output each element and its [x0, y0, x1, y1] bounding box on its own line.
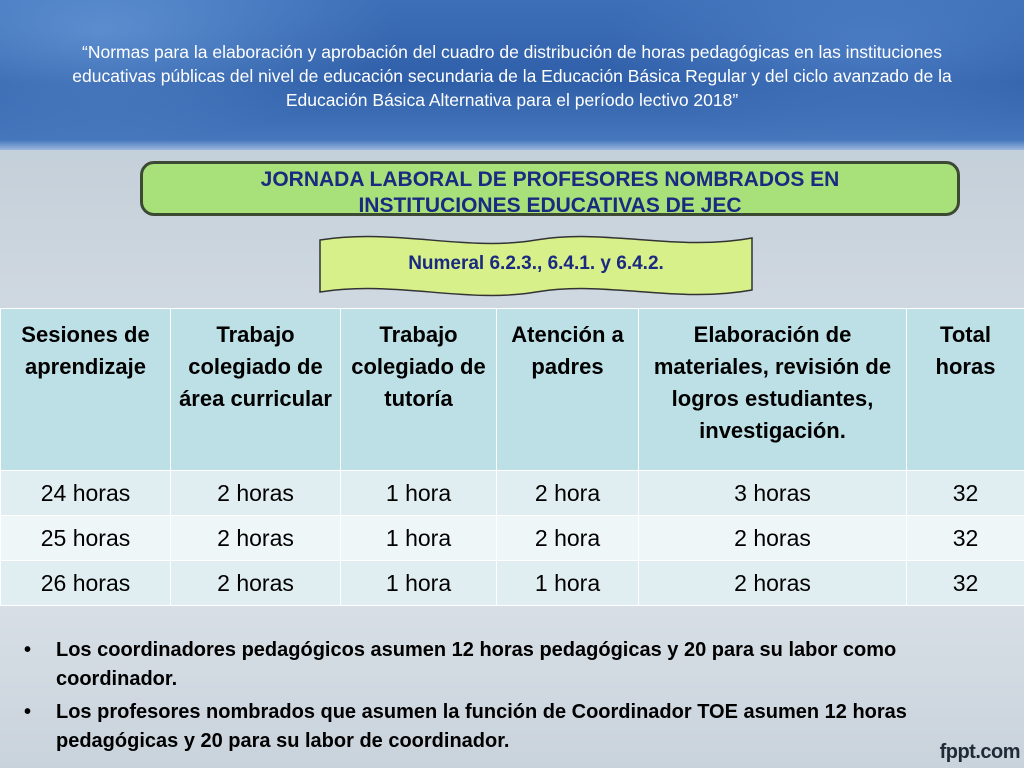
header-quote: “Normas para la elaboración y aprobación del cuadro de distribución de horas pedagógicas en las instituciones educativas públicas del nivel de educación secundaria de la Educación Básica Regular y del ciclo avanzado de la Educación Básica Alternativa para el período lectivo 2018”	[72, 42, 952, 110]
table-cell: 1 hora	[497, 561, 639, 606]
table-cell: 32	[907, 516, 1024, 561]
table-cell: 2 horas	[639, 561, 907, 606]
table-cell: 2 horas	[171, 471, 341, 516]
list-item	[24, 636, 1004, 694]
title-banner	[140, 161, 960, 216]
table-cell: 1 hora	[341, 561, 497, 606]
table-cell: 32	[907, 561, 1024, 606]
header-colegiado-area: Trabajo colegiado de área curricular	[171, 309, 341, 471]
note-text: Los coordinadores pedagógicos asumen 12 horas pedagógicas y 20 para su labor como coordinador.	[56, 639, 897, 690]
title-line-2: INSTITUCIONES EDUCATIVAS DE JEC	[358, 194, 742, 217]
header-banner	[0, 0, 1024, 150]
hours-table	[0, 308, 1024, 606]
table-cell: 1 hora	[341, 516, 497, 561]
header-colegiado-tutoria: Trabajo colegiado de tutoría	[341, 309, 497, 471]
table-row	[1, 561, 1024, 606]
header-atencion-padres: Atención a padres	[497, 309, 639, 471]
note-text: Los profesores nombrados que asumen la función de Coordinador TOE asumen 12 horas pedagógicas y 20 para su labor de coordinador.	[56, 701, 907, 752]
notes-list	[24, 636, 1004, 760]
table-cell: 32	[907, 471, 1024, 516]
table-cell: 25 horas	[1, 516, 171, 561]
list-item	[24, 698, 1004, 756]
table-cell: 26 horas	[1, 561, 171, 606]
table-cell: 2 horas	[639, 516, 907, 561]
header-total: Total horas	[907, 309, 1024, 471]
table-cell: 2 hora	[497, 516, 639, 561]
table-cell: 2 horas	[171, 561, 341, 606]
table-row	[1, 471, 1024, 516]
header-elaboracion: Elaboración de materiales, revisión de logros estudiantes, investigación.	[639, 309, 907, 471]
bullet-marker: •	[24, 701, 32, 723]
table-cell: 2 horas	[171, 516, 341, 561]
numeral-label: Numeral 6.2.3., 6.4.1. y 6.4.2.	[408, 253, 664, 274]
table-row	[1, 516, 1024, 561]
table-header-row	[1, 309, 1024, 471]
title-line-1: JORNADA LABORAL DE PROFESORES NOMBRADOS EN	[260, 168, 840, 191]
bullet-marker: •	[24, 639, 32, 661]
brand-watermark: fppt.com	[939, 741, 1020, 763]
table-cell: 1 hora	[341, 471, 497, 516]
header-sesiones: Sesiones de aprendizaje	[1, 309, 171, 471]
table-cell: 24 horas	[1, 471, 171, 516]
table-cell: 3 horas	[639, 471, 907, 516]
table-cell: 2 hora	[497, 471, 639, 516]
